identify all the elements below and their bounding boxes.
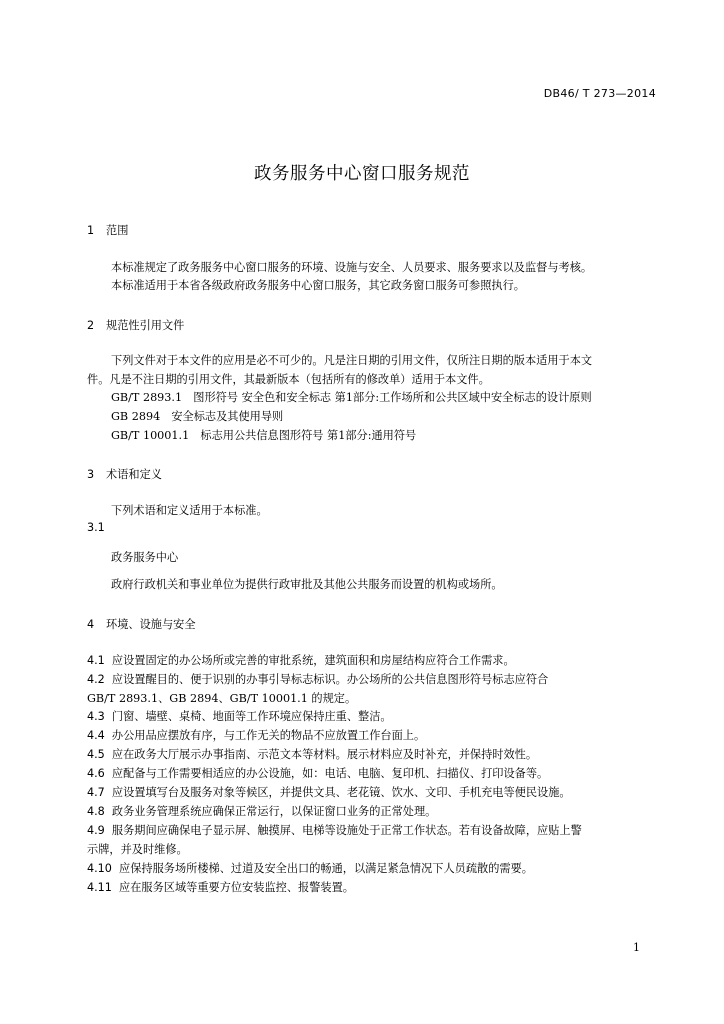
clause-item — [87, 879, 354, 895]
paragraph: 下列术语和定义适用于本标准。 — [111, 504, 268, 517]
clause-item — [87, 652, 515, 668]
section-title: 规范性引用文件 — [106, 319, 185, 332]
clause-number: 4.9 — [87, 824, 105, 837]
term-definition: 政府行政机关和事业单位为提供行政审批及其他公共服务而设置的机构或场所。 — [111, 578, 503, 591]
clause-number: 4.6 — [87, 767, 105, 780]
clause-item — [87, 803, 436, 819]
paragraph: 本标准适用于本省各级政府政务服务中心窗口服务，其它政务窗口服务可参照执行。 — [111, 279, 525, 292]
clause-item — [87, 765, 548, 781]
subsection-number: 3.1 — [87, 521, 105, 534]
clause-text: 政务业务管理系统应确保正常运行，以保证窗口业务的正常处理。 — [111, 805, 437, 818]
standard-code: DB46/ T 273—2014 — [543, 87, 656, 100]
clause-text: 应在服务区域等重要方位安装监控、报警装置。 — [119, 881, 354, 894]
paragraph: 下列文件对于本文件的应用是必不可少的。凡是注日期的引用文件，仅所注日期的版本适用于本文 — [111, 354, 593, 367]
clause-item — [87, 708, 392, 724]
clause-text: 应保持服务场所楼梯、过道及安全出口的畅通，以满足紧急情况下人员疏散的需要。 — [119, 862, 533, 875]
section-title: 术语和定义 — [106, 468, 162, 481]
clause-number: 4.2 — [87, 673, 105, 686]
clause-number: 4.8 — [87, 805, 105, 818]
section-number: 3 — [87, 468, 95, 481]
clause-continuation: GB/T 2893.1、GB 2894、GB/T 10001.1 的规定。 — [87, 692, 357, 705]
clause-number: 4.5 — [87, 748, 105, 761]
section-1-heading — [87, 222, 128, 238]
clause-number: 4.7 — [87, 786, 105, 799]
section-3-heading — [87, 466, 162, 482]
section-number: 1 — [87, 224, 95, 237]
term: 政务服务中心 — [111, 551, 179, 564]
section-4-heading — [87, 616, 196, 632]
clause-text: 服务期间应确保电子显示屏、触摸屏、电梯等设施处于正常工作状态。若有设备故障，应贴上警 — [111, 824, 582, 837]
clause-text: 门窗、墙壁、桌椅、地面等工作环境应保持庄重、整洁。 — [111, 710, 392, 723]
clause-item — [87, 860, 533, 876]
section-title: 环境、设施与安全 — [106, 618, 196, 631]
page-number: 1 — [633, 941, 640, 954]
section-title: 范围 — [106, 224, 129, 237]
document-title: 政务服务中心窗口服务规范 — [254, 164, 470, 184]
clause-continuation: 示牌，并及时维修。 — [87, 843, 188, 856]
section-number: 2 — [87, 319, 95, 332]
clause-text: 办公用品应摆放有序，与工作无关的物品不应放置工作台面上。 — [111, 729, 426, 742]
clause-number: 4.11 — [87, 881, 112, 894]
clause-number: 4.4 — [87, 729, 105, 742]
clause-text: 应在政务大厅展示办事指南、示范文本等材料。展示材料应及时补充，并保持时效性。 — [111, 748, 538, 761]
clause-text: 应设置填写台及服务对象等候区，并提供文具、老花镜、饮水、文印、手机充电等便民设施。 — [111, 786, 571, 799]
paragraph-continuation: 件。凡是不注日期的引用文件，其最新版本（包括所有的修改单）适用于本文件。 — [87, 373, 490, 386]
clause-item — [87, 727, 425, 743]
clause-text: 应配备与工作需要相适应的办公设施，如：电话、电脑、复印机、扫描仪、打印设备等。 — [111, 767, 549, 780]
reference-item: GB/T 10001.1 标志用公共信息图形符号 第1部分:通用符号 — [111, 429, 417, 442]
clause-item — [87, 822, 582, 838]
paragraph: 本标准规定了政务服务中心窗口服务的环境、设施与安全、人员要求、服务要求以及监督与考核。 — [111, 261, 593, 274]
clause-text: 应设置醒目的、便于识别的办事引导标志标识。办公场所的公共信息图形符号标志应符合 — [111, 673, 549, 686]
clause-item — [87, 784, 571, 800]
clause-item — [87, 671, 548, 687]
clause-number: 4.1 — [87, 654, 105, 667]
reference-item: GB 2894 安全标志及其使用导则 — [111, 410, 284, 423]
section-2-heading — [87, 317, 184, 333]
section-number: 4 — [87, 618, 95, 631]
reference-item: GB/T 2893.1 图形符号 安全色和安全标志 第1部分:工作场所和公共区域中安全标志的设计原则 — [111, 391, 592, 404]
clause-number: 4.10 — [87, 862, 112, 875]
clause-item — [87, 746, 537, 762]
clause-text: 应设置固定的办公场所或完善的审批系统，建筑面积和房屋结构应符合工作需求。 — [111, 654, 515, 667]
clause-number: 4.3 — [87, 710, 105, 723]
